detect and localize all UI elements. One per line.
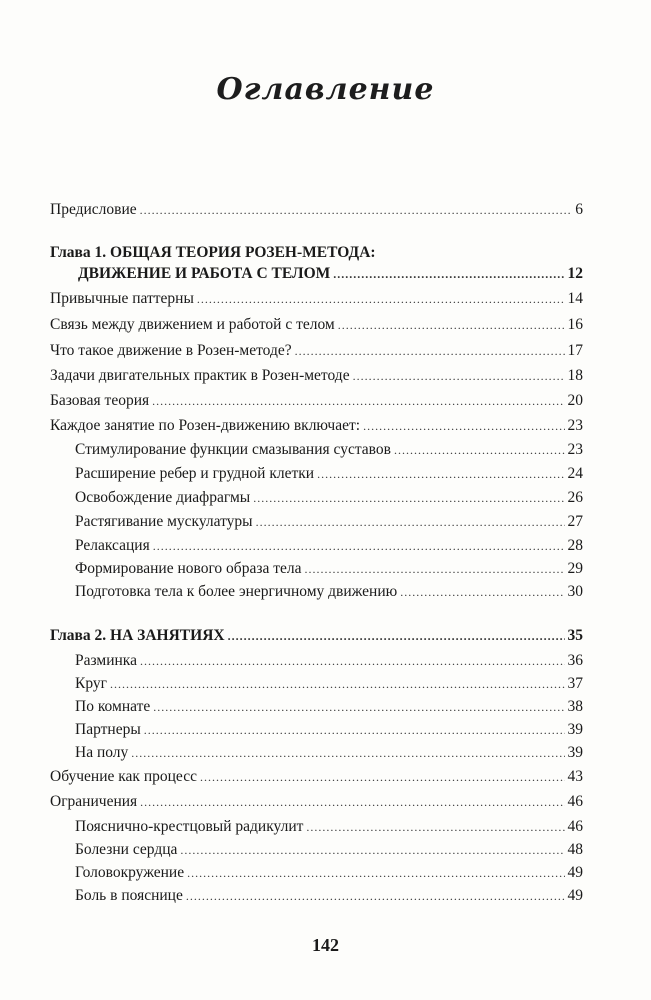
leader-dots [306, 818, 564, 836]
toc-subentry[interactable] [75, 887, 583, 905]
leader-dots [363, 417, 564, 435]
toc-entry-label: Боль в пояснице [75, 887, 183, 904]
toc-subentry[interactable] [75, 675, 583, 693]
toc-subentry[interactable] [75, 841, 583, 859]
toc-entry-page: 38 [567, 698, 583, 715]
toc-entry[interactable] [50, 768, 583, 786]
page-number: 142 [312, 935, 339, 955]
toc-entry-page: 28 [567, 537, 583, 554]
toc-entry-page: 16 [567, 316, 583, 333]
toc-entry-page: 46 [567, 793, 583, 810]
leader-dots [338, 316, 565, 334]
page-title: Оглавление [216, 72, 435, 107]
toc-entry-page: 49 [567, 864, 583, 881]
toc-entry-label: Каждое занятие по Розен-движению включает: [50, 417, 361, 434]
toc-subentry[interactable] [75, 560, 583, 578]
leader-dots [140, 652, 565, 670]
toc-entry-page: 43 [567, 768, 583, 785]
toc-entry-label: Партнеры [75, 721, 141, 738]
toc-entry-page: 12 [567, 265, 583, 282]
toc-entry-label: По комнате [75, 698, 151, 715]
toc-entry-label: Ограничения [50, 793, 138, 810]
toc-entry-label: Стимулирование функции смазывания суставов [75, 441, 391, 458]
toc-entry-label: Освобождение диафрагмы [75, 489, 251, 506]
leader-dots [256, 513, 565, 531]
toc-entry-page: 18 [567, 367, 583, 384]
toc-entry-page: 35 [567, 627, 583, 644]
leader-dots [186, 887, 565, 905]
toc-entry-label: Привычные паттерны [50, 290, 194, 307]
toc-entry-page: 23 [567, 417, 583, 434]
toc-entry-page: 49 [567, 887, 583, 904]
leader-dots [140, 201, 573, 219]
leader-dots [152, 392, 564, 410]
toc-entry[interactable] [50, 290, 583, 308]
toc-entry-page: 29 [567, 560, 583, 577]
toc-subentry[interactable] [75, 583, 583, 601]
leader-dots [153, 698, 564, 716]
toc-entry[interactable] [50, 392, 583, 410]
toc-subentry[interactable] [75, 698, 583, 716]
toc-subentry[interactable] [75, 721, 583, 739]
leader-dots [253, 489, 564, 507]
chapter-1-title-line1[interactable]: Глава 1. ОБЩАЯ ТЕОРИЯ РОЗЕН-МЕТОДА: [50, 244, 376, 261]
toc-subentry[interactable] [75, 818, 583, 836]
toc-entry-page: 27 [567, 513, 583, 530]
toc-entry-label: Расширение ребер и грудной клетки [75, 465, 315, 482]
leader-dots [200, 768, 565, 786]
toc-entry-label: Релаксация [75, 537, 150, 554]
toc-subentry[interactable] [75, 513, 583, 531]
leader-dots [140, 793, 564, 811]
toc-subentry[interactable] [75, 652, 583, 670]
leader-dots [394, 441, 565, 459]
toc-entry-page: 24 [567, 465, 583, 482]
toc-entry-label: Обучение как процесс [50, 768, 197, 785]
toc-entry-page: 23 [567, 441, 583, 458]
toc-entry-page: 46 [567, 818, 583, 835]
toc-entry-label: Подготовка тела к более энергичному движению [75, 583, 398, 600]
toc-entry-label: Базовая теория [50, 392, 150, 409]
toc-entry-label: Круг [75, 675, 107, 692]
toc-entry-label: Болезни сердца [75, 841, 178, 858]
toc-entry-label: Предисловие [50, 201, 137, 218]
toc-entry-page: 36 [567, 652, 583, 669]
toc-entry[interactable] [50, 342, 583, 360]
toc-entry-label: Растягивание мускулатуры [75, 513, 253, 530]
toc-entry-page: 39 [567, 721, 583, 738]
toc-entry[interactable] [50, 793, 583, 811]
toc-entry-label: Глава 2. НА ЗАНЯТИЯХ [50, 627, 225, 644]
leader-dots [197, 290, 565, 308]
leader-dots [131, 744, 564, 762]
toc-entry-page: 20 [567, 392, 583, 409]
toc-subentry[interactable] [75, 465, 583, 483]
toc-entry[interactable] [50, 316, 583, 334]
toc-entry-chapter-2[interactable] [50, 627, 583, 645]
toc-entry-page: 26 [567, 489, 583, 506]
toc-entry-label: На полу [75, 744, 129, 761]
toc-entry-page: 6 [575, 201, 583, 218]
toc-entry-page: 14 [567, 290, 583, 307]
toc-entry-chapter-1[interactable] [78, 265, 583, 283]
toc-entry-page: 37 [567, 675, 583, 692]
toc-entry-page: 39 [567, 744, 583, 761]
toc-entry-label: Формирование нового образа тела [75, 560, 302, 577]
toc-entry-page: 30 [567, 583, 583, 600]
leader-dots [180, 841, 564, 859]
leader-dots [400, 583, 564, 601]
toc-entry-label: Пояснично-крестцовый радикулит [75, 818, 304, 835]
toc-entry-label: Задачи двигательных практик в Розен-методе [50, 367, 350, 384]
toc-entry-page: 17 [567, 342, 583, 359]
leader-dots [317, 465, 564, 483]
leader-dots [187, 864, 564, 882]
toc-subentry[interactable] [75, 744, 583, 762]
toc-subentry[interactable] [75, 441, 583, 459]
toc-entry-label: Головокружение [75, 864, 185, 881]
leader-dots [110, 675, 565, 693]
toc-entry-label: Что такое движение в Розен-методе? [50, 342, 292, 359]
toc-entry-preface[interactable] [50, 201, 583, 219]
leader-dots [304, 560, 564, 578]
leader-dots [295, 342, 565, 360]
toc-entry[interactable] [50, 417, 583, 435]
toc-entry-label: ДВИЖЕНИЕ И РАБОТА С ТЕЛОМ [78, 265, 331, 282]
toc-subentry[interactable] [75, 537, 583, 555]
leader-dots [153, 537, 565, 555]
toc-entry[interactable] [50, 367, 583, 385]
leader-dots [228, 627, 565, 645]
toc-subentry[interactable] [75, 864, 583, 882]
toc-entry-page: 48 [567, 841, 583, 858]
toc-subentry[interactable] [75, 489, 583, 507]
leader-dots [144, 721, 565, 739]
leader-dots [333, 265, 564, 283]
toc-entry-label: Связь между движением и работой с телом [50, 316, 335, 333]
toc-entry-label: Разминка [75, 652, 137, 669]
leader-dots [353, 367, 565, 385]
